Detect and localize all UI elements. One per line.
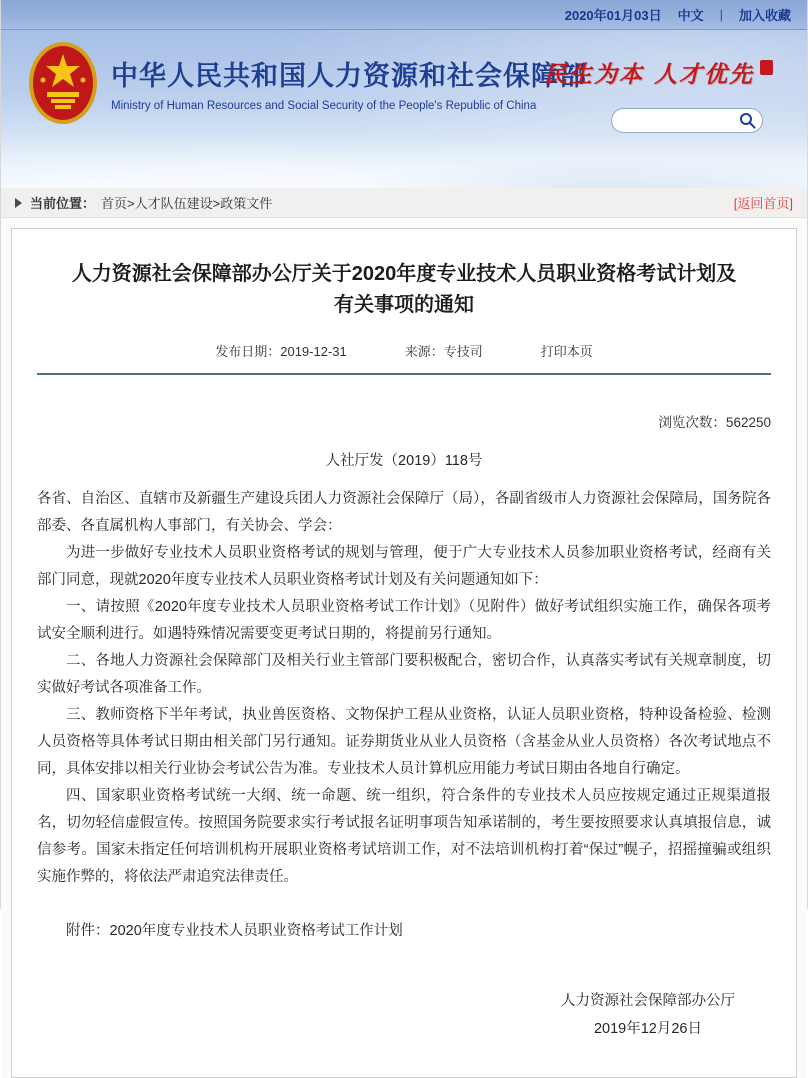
paragraph-item-3: 三、教师资格下半年考试，执业兽医资格、文物保护工程从业资格，认证人员职业资格，特种设备检验、检测人员资格等具体考试日期由相关部门另行通知。证券期货业从业人员资格（含基金从业人员资格）各次考试地点不同，具体安排以相关行业协会考试公告为准。专业技术人员计算机应用能力考试日期由各地自行确定。 <box>37 707 771 777</box>
signature-block <box>37 987 771 1043</box>
publish-date: 发布日期：2019-12-31 <box>215 344 347 359</box>
paragraph-item-4: 四、国家职业资格考试统一大纲、统一命题、统一组织，符合条件的专业技术人员应按规定通过正规渠道报名，切勿轻信虚假宣传。按照国务院要求实行考试报名证明事项告知承诺制的，考生要按照要求认真填报信息，诚信参考。国家未指定任何培训机构开展职业资格考试培训工作，对不法培训机构打着“保过”幌子，招摇撞骗或组织实施作弊的，将依法严肃追究法律责任。 <box>37 788 771 885</box>
divider-rule <box>37 373 771 375</box>
signature-date: 2019年12月26日 <box>593 1021 702 1037</box>
article-meta <box>37 341 771 360</box>
document-number: 人社厅发（2019）118号 <box>325 453 483 469</box>
top-bar <box>1 0 807 30</box>
add-favorite-link[interactable]: 加入收藏 <box>738 8 791 23</box>
signature-org: 人力资源社会保障部办公厅 <box>561 993 735 1009</box>
paragraph-item-2: 二、各地人力资源社会保障部门及相关行业主管部门要积极配合，密切合作，认真落实考试有关规章制度，切实做好考试各项准备工作。 <box>37 653 771 696</box>
topbar-separator: | <box>719 7 723 22</box>
breadcrumb-bar <box>1 188 807 218</box>
breadcrumb-path[interactable]: 首页>人才队伍建设>政策文件 <box>101 196 273 211</box>
article-title: 人力资源社会保障部办公厅关于2020年度专业技术人员职业资格考试计划及有关事项的通知 <box>71 263 737 316</box>
search-icon[interactable] <box>739 112 756 129</box>
breadcrumb-label: 当前位置： <box>30 196 96 211</box>
ministry-title-en: Ministry of Human Resources and Social Security of the People's Republic of China <box>111 100 537 112</box>
paragraph-intro: 为进一步做好专业技术人员职业资格考试的规划与管理，便于广大专业技术人员参加职业资格考试，经商有关部门同意，现就2020年度专业技术人员职业资格考试计划及有关问题通知如下： <box>37 545 771 588</box>
slogan-calligraphy: 民生为本 人才优先 <box>544 56 773 89</box>
current-date: 2020年01月03日 <box>564 8 662 23</box>
breadcrumb-arrow-icon <box>15 198 22 208</box>
ministry-title-cn: 中华人民共和国人力资源和社会保障部 <box>111 61 587 91</box>
article-body <box>37 486 771 891</box>
page-body <box>1 218 807 1078</box>
site-header-banner <box>1 30 807 188</box>
paragraph-item-1: 一、请按照《2020年度专业技术人员职业资格考试工作计划》（见附件）做好考试组织实施工作，确保各项考试安全顺利进行。如遇特殊情况需要变更考试日期的，将提前另行通知。 <box>37 599 771 642</box>
source: 来源：专技司 <box>404 344 483 359</box>
national-emblem-icon <box>27 40 99 126</box>
view-count: 浏览次数：562250 <box>658 415 771 430</box>
search-input[interactable] <box>624 113 739 129</box>
paragraph-addressees: 各省、自治区、直辖市及新疆生产建设兵团人力资源社会保障厅（局），各副省级市人力资源社会保障局，国务院各部委、各直属机构人事部门，有关协会、学会： <box>37 491 771 534</box>
article-container <box>11 228 797 1078</box>
back-home-link[interactable]: [返回首页] <box>733 196 793 211</box>
print-page-button[interactable]: 打印本页 <box>540 344 593 359</box>
attachment-line: 附件：2020年度专业技术人员职业资格考试工作计划 <box>66 923 403 939</box>
search-box <box>611 108 763 133</box>
seal-stamp-icon <box>760 60 773 75</box>
language-link[interactable]: 中文 <box>677 8 704 23</box>
